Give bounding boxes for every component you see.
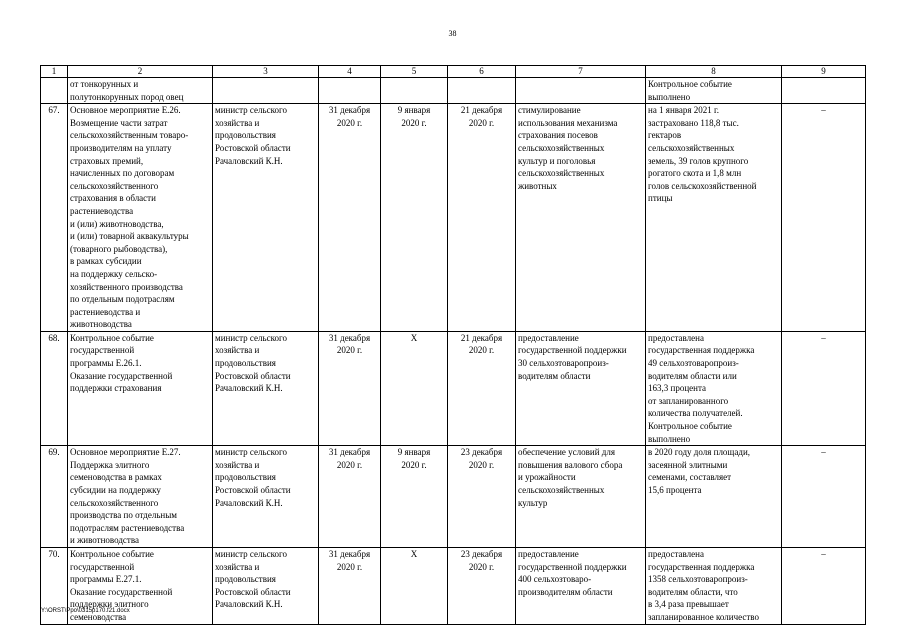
row-number: 67. bbox=[41, 104, 68, 332]
expected-result: обеспечение условий для повышения валового сбора и урожайности сельскохозяйственных культур bbox=[516, 446, 646, 548]
table-row bbox=[41, 78, 866, 104]
note: – bbox=[782, 547, 866, 624]
event-name: от тонкорунных и полутонкорунных пород овец bbox=[68, 78, 213, 104]
start-date: 31 декабря 2020 г. bbox=[319, 446, 381, 548]
plan-date bbox=[381, 78, 448, 104]
fact-date: 21 декабря 2020 г. bbox=[448, 104, 516, 332]
table-row bbox=[41, 446, 866, 548]
plan-date: Х bbox=[381, 547, 448, 624]
plan-date: 9 января 2020 г. bbox=[381, 446, 448, 548]
achieved-result: Контрольное событие выполнено bbox=[646, 78, 782, 104]
event-name: Основное мероприятие Е.26. Возмещение части затрат сельскохозяйственным товаро- производителям на уплату страховых премий, начисленных по договорам сельскохозяйственного страхования в области растениеводства и (или) животноводства, и (или) товарной аквакультуры (товарного рыбоводства), в рамках субсидии на поддержку сельско- хозяйственного производства по отдельным подотраслям растениеводства и животноводства bbox=[68, 104, 213, 332]
expected-result: предоставление государственной поддержки 400 сельхозтоваро- производителям области bbox=[516, 547, 646, 624]
report-table bbox=[40, 65, 866, 625]
header-col-4: 4 bbox=[319, 66, 381, 78]
note: – bbox=[782, 446, 866, 548]
event-name: Контрольное событие государственной программы Е.26.1. Оказание государственной поддержки страхования bbox=[68, 331, 213, 445]
note: – bbox=[782, 104, 866, 332]
header-col-3: 3 bbox=[213, 66, 319, 78]
achieved-result: предоставлена государственная поддержка 1358 сельхозтоваропроиз- водителям области, что в 3,4 раза превышает запланированное количество bbox=[646, 547, 782, 624]
start-date: 31 декабря 2020 г. bbox=[319, 104, 381, 332]
page-number: 38 bbox=[448, 29, 457, 38]
event-name: Контрольное событие государственной программы Е.27.1. Оказание государственной поддержки элитного семеноводства bbox=[68, 547, 213, 624]
fact-date: 23 декабря 2020 г. bbox=[448, 446, 516, 548]
expected-result bbox=[516, 78, 646, 104]
plan-date: 9 января 2020 г. bbox=[381, 104, 448, 332]
file-path-footer: Y:\ORST\Ppo\0315p170.f21.docx bbox=[41, 608, 130, 614]
start-date: 31 декабря 2020 г. bbox=[319, 331, 381, 445]
fact-date: 23 декабря 2020 г. bbox=[448, 547, 516, 624]
table-row bbox=[41, 331, 866, 445]
responsible: министр сельского хозяйства и продовольствия Ростовской области Рачаловский К.Н. bbox=[213, 547, 319, 624]
achieved-result: на 1 января 2021 г. застраховано 118,8 тыс. гектаров сельскохозяйственных земель, 39 голов крупного рогатого скота и 1,8 млн голов сельскохозяйственной птицы bbox=[646, 104, 782, 332]
start-date: 31 декабря 2020 г. bbox=[319, 547, 381, 624]
note bbox=[782, 78, 866, 104]
header-col-9: 9 bbox=[782, 66, 866, 78]
fact-date: 21 декабря 2020 г. bbox=[448, 331, 516, 445]
header-col-2: 2 bbox=[68, 66, 213, 78]
expected-result: стимулирование использования механизма страхования посевов сельскохозяйственных культур и поголовья сельскохозяйственных животных bbox=[516, 104, 646, 332]
header-col-5: 5 bbox=[381, 66, 448, 78]
table-row bbox=[41, 104, 866, 332]
row-number: 69. bbox=[41, 446, 68, 548]
fact-date bbox=[448, 78, 516, 104]
table-row bbox=[41, 547, 866, 624]
plan-date: Х bbox=[381, 331, 448, 445]
header-row bbox=[41, 66, 866, 78]
event-name: Основное мероприятие Е.27. Поддержка элитного семеноводства в рамках субсидии на поддержку сельскохозяйственного производства по отдельным подотраслям растениеводства и животноводства bbox=[68, 446, 213, 548]
responsible bbox=[213, 78, 319, 104]
responsible: министр сельского хозяйства и продовольствия Ростовской области Рачаловский К.Н. bbox=[213, 104, 319, 332]
achieved-result: в 2020 году доля площади, засеянной элитными семенами, составляет 15,6 процента bbox=[646, 446, 782, 548]
header-col-6: 6 bbox=[448, 66, 516, 78]
start-date bbox=[319, 78, 381, 104]
header-col-7: 7 bbox=[516, 66, 646, 78]
achieved-result: предоставлена государственная поддержка 49 сельхозтоваропроиз- водителям области или 163,3 процента от запланированного количества получателей. Контрольное событие выполнено bbox=[646, 331, 782, 445]
header-col-1: 1 bbox=[41, 66, 68, 78]
row-number bbox=[41, 78, 68, 104]
expected-result: предоставление государственной поддержки 30 сельхозтоваропроиз- водителям области bbox=[516, 331, 646, 445]
note: – bbox=[782, 331, 866, 445]
responsible: министр сельского хозяйства и продовольствия Ростовской области Рачаловский К.Н. bbox=[213, 331, 319, 445]
row-number: 70. bbox=[41, 547, 68, 624]
header-col-8: 8 bbox=[646, 66, 782, 78]
row-number: 68. bbox=[41, 331, 68, 445]
responsible: министр сельского хозяйства и продовольствия Ростовской области Рачаловский К.Н. bbox=[213, 446, 319, 548]
